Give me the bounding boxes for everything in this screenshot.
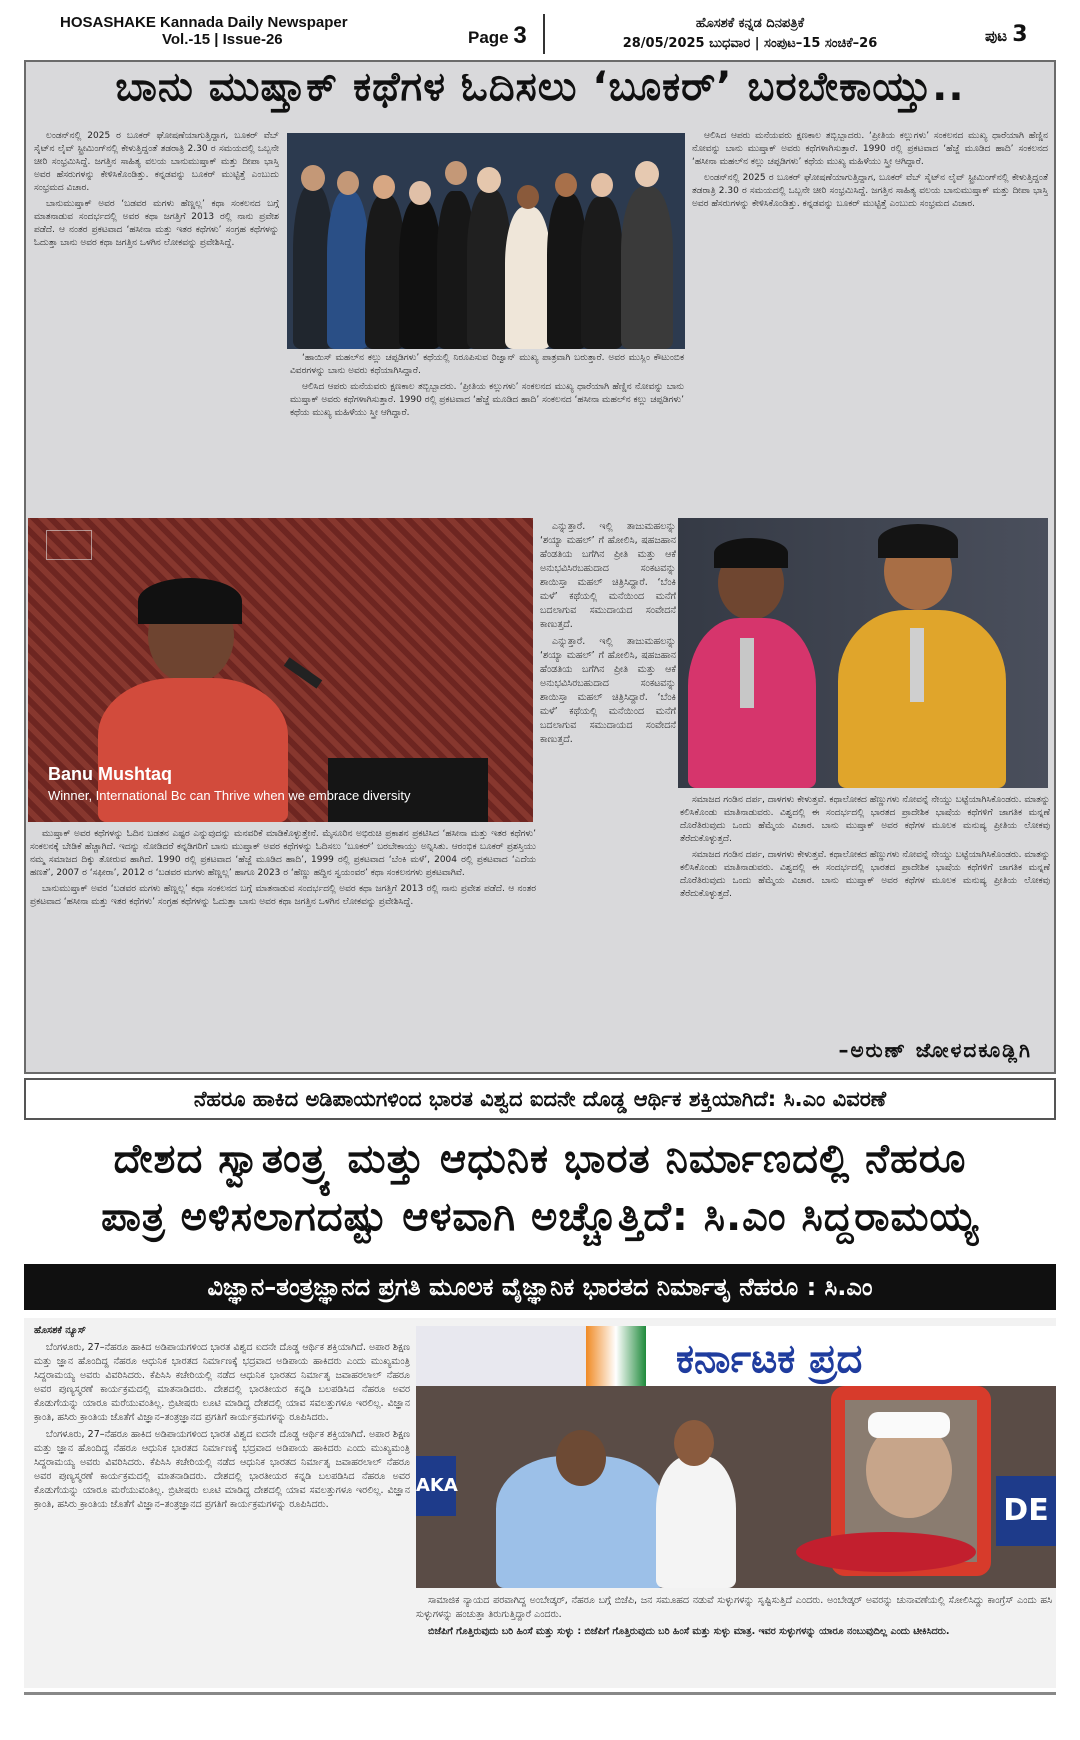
photo-banner-right: DE bbox=[996, 1476, 1056, 1546]
nehru-headline bbox=[24, 1130, 1056, 1246]
nehru-right-column bbox=[416, 1594, 1052, 1686]
page-number: 3 bbox=[513, 22, 527, 49]
page-number-en bbox=[468, 22, 527, 50]
story1-col3-text: ಆಲಿಸಿದ ಆಪರು ಮನೆಯವರು ಕ್ಷಣಕಾಲ ತಬ್ಬಿಬ್ಬಾದರು. ‘ಪ್ರೀತಿಯ ಕಲ್ಲುಗಳು’ ಸಂಕಲನದ ಮುಖ್ಯ ಧಾರೆಯಾಗಿ ಹೆಣ್ಣಿನ ನೋವನ್ನು ಬಾನು ಮುಷ್ತಾಕ್ ಅವರು ಕಥೆಗಳಾಗಿಸುತ್ತಾರೆ. 1990 ರಲ್ಲಿ ಪ್ರಕಟವಾದ ‘ಹೆಜ್ಜೆ ಮೂಡಿದ ಹಾದಿ’ ಸಂಕಲನದ ‘ಹಸೀನಾ ಮಹಲ್‌ನ ಕಲ್ಲು ಚಪ್ಪಡಿಗಳು’ ಕಥೆಯ ಮುಖ್ಯ ಮಹಿಳೆಯು ಸ್ತ್ರೀ ಆಗಿದ್ದಾರೆ. bbox=[290, 382, 684, 418]
page-label: Page bbox=[468, 28, 509, 47]
masthead-english bbox=[60, 14, 410, 48]
vol-issue: Vol.-15 | Issue-26 bbox=[162, 31, 283, 48]
story1-right-text-2: ಲಂಡನ್‌ನಲ್ಲಿ 2025 ರ ಬೂಕರ್ ಘೋಷಣೆಯಾಗುತ್ತಿದ್ದಾಗ, ಬೂಕರ್ ವೆಬ್ ಸೈಟ್‌ನ ಲೈವ್ ಸ್ಟ್ರೀಮಿಂಗ್‌ನಲ್ಲಿ ಕೇಳುತ್ತಿದ್ದಂತೆ ತಡರಾತ್ರಿ 2.30 ರ ಸಮಯದಲ್ಲಿ ಒಬ್ಬನೇ ಚೀರಿ ಸಂಭ್ರಮಿಸಿದ್ದೆ. ಜಗತ್ತಿನ ಸಾಹಿತ್ಯ ವಲಯ ಬಾನುಮುಷ್ತಾಕ್ ಮತ್ತು ದೀಪಾ ಭಾಸ್ತಿ ಅವರ ಹೆಸರುಗಳನ್ನು ಕೇಳಿಸಿಕೊಂಡಿತ್ತು. ಕನ್ನಡವನ್ನು ಬೂಕರ್ ಮುಟ್ಟಿತ್ತೆ ಎಂಬುದು ಸಂಭ್ರಮದ ವಿಚಾರ. bbox=[692, 173, 1048, 209]
page-label-kn: ಪುಟ bbox=[985, 27, 1008, 45]
masthead-kannada bbox=[560, 14, 940, 54]
nehru-left-column bbox=[34, 1324, 410, 1684]
story1-bottom-column bbox=[30, 828, 536, 1068]
booker-winners-photo bbox=[678, 518, 1048, 788]
story1-narrow-column bbox=[540, 520, 676, 1100]
photo1-caption-column bbox=[290, 352, 684, 516]
story1-right-bottom-text-2: ಸಮಾಜದ ಗಂಡಿನ ದರ್ಪ, ದಾಳಗಳು ಕೇಳುತ್ತವೆ. ಕಥಾಲೋಕದ ಹೆಣ್ಣುಗಳು ನೋವನ್ನೆ ನೇಯ್ದು ಬಟ್ಟೆಯಾಗಿಸಿಕೊಂಡರು. ಮಾತನ್ನು ಕಲಿಸಿಕೊಂಡು ಮಾತಿನಾಡುವರು. ವಿಶ್ವದಲ್ಲಿ ಈ ಸಂದರ್ಭದಲ್ಲಿ ಭಾರತದ ಪ್ರಾದೇಶಿಕ ಭಾಷೆಯ ಕಥೆಗಳಿಗೆ ಜಾಗತಿಕ ಮನ್ನಣೆ ದೊರೆತಿರುವುದು ಒಂದು ಹೆಮ್ಮೆಯ ವಿಚಾರ. ಬಾನು ಮುಷ್ತಾಕ್ ಅವರ ಕಥೆಗಳ ಮೂಲಕ ಮನುಷ್ಯ ಪ್ರೀತಿಯ ಲೋಕವು ತೆರೆದುಕೊಳ್ಳುತ್ತದೆ. bbox=[680, 850, 1050, 899]
photo-banner-text: ಕರ್ನಾಟಕ ಪ್ರದ bbox=[676, 1336, 863, 1382]
story1-col2-text: ಬಾನುಮುಷ್ತಾಕ್ ಅವರ ‘ಬಡವರ ಮಗಳು ಹೆಣ್ಣಲ್ಲ’ ಕಥಾ ಸಂಕಲನದ ಬಗ್ಗೆ ಮಾತನಾಡುವ ಸಂದರ್ಭದಲ್ಲಿ ಅವರ ಕಥಾ ಜಗತ್ತಿಗೆ 2013 ರಲ್ಲಿ ನಾನು ಪ್ರವೇಶ ಪಡೆದೆ. ಆ ನಂತರ ಪ್ರಕಟವಾದ ‘ಹಸೀನಾ ಮತ್ತು ಇತರ ಕಥೆಗಳು’ ಸಂಗ್ರಹ ಕಥೆಗಳನ್ನು ಓದುತ್ತಾ ಬಾನು ಅವರ ಕಥಾ ಜಗತ್ತಿನ ಒಳಗಿನ ಲೋಕವನ್ನು ಪ್ರವೇಶಿಸಿದ್ದೆ. bbox=[34, 199, 279, 248]
story1-right-bottom-column bbox=[680, 794, 1050, 1034]
story1-bottom-text-2: ಬಾನುಮುಷ್ತಾಕ್ ಅವರ ‘ಬಡವರ ಮಗಳು ಹೆಣ್ಣಲ್ಲ’ ಕಥಾ ಸಂಕಲನದ ಬಗ್ಗೆ ಮಾತನಾಡುವ ಸಂದರ್ಭದಲ್ಲಿ ಅವರ ಕಥಾ ಜಗತ್ತಿಗೆ 2013 ರಲ್ಲಿ ನಾನು ಪ್ರವೇಶ ಪಡೆದೆ. ಆ ನಂತರ ಪ್ರಕಟವಾದ ‘ಹಸೀನಾ ಮತ್ತು ಇತರ ಕಥೆಗಳು’ ಸಂಗ್ರಹ ಕಥೆಗಳನ್ನು ಓದುತ್ತಾ ಬಾನು ಅವರ ಕಥಾ ಜಗತ್ತಿನ ಒಳಗಿನ ಲೋಕವನ್ನು ಪ್ರವೇಶಿಸಿದ್ದೆ. bbox=[30, 884, 536, 907]
nehru-tribute-photo bbox=[416, 1326, 1056, 1588]
story1-right-text: ಆಲಿಸಿದ ಆಪರು ಮನೆಯವರು ಕ್ಷಣಕಾಲ ತಬ್ಬಿಬ್ಬಾದರು. ‘ಪ್ರೀತಿಯ ಕಲ್ಲುಗಳು’ ಸಂಕಲನದ ಮುಖ್ಯ ಧಾರೆಯಾಗಿ ಹೆಣ್ಣಿನ ನೋವನ್ನು ಬಾನು ಮುಷ್ತಾಕ್ ಅವರು ಕಥೆಗಳಾಗಿಸುತ್ತಾರೆ. 1990 ರಲ್ಲಿ ಪ್ರಕಟವಾದ ‘ಹೆಜ್ಜೆ ಮೂಡಿದ ಹಾದಿ’ ಸಂಕಲನದ ‘ಹಸೀನಾ ಮಹಲ್‌ನ ಕಲ್ಲು ಚಪ್ಪಡಿಗಳು’ ಕಥೆಯ ಮುಖ್ಯ ಮಹಿಳೆಯು ಸ್ತ್ರೀ ಆಗಿದ್ದಾರೆ. bbox=[692, 131, 1048, 167]
banu-mushtaq-speech-photo bbox=[28, 518, 533, 822]
science-subhead-bar: ವಿಜ್ಞಾನ–ತಂತ್ರಜ್ಞಾನದ ಪ್ರಗತಿ ಮೂಲಕ ವೈಜ್ಞಾನಿಕ ಭಾರತದ ನಿರ್ಮಾತೃ ನೆಹರೂ : ಸಿ.ಎಂ bbox=[24, 1264, 1056, 1310]
nehru-strap-box: ನೆಹರೂ ಹಾಕಿದ ಅಡಿಪಾಯಗಳಿಂದ ಭಾರತ ವಿಶ್ವದ ಐದನೇ ದೊಡ್ಡ ಆರ್ಥಿಕ ಶಕ್ತಿಯಾಗಿದೆ: ಸಿ.ಎಂ ವಿವರಣೆ bbox=[24, 1078, 1056, 1120]
page-number-kn bbox=[985, 22, 1028, 47]
story1-bottom-text: ಮುಷ್ತಾಕ್ ಅವರ ಕಥೆಗಳನ್ನು ಓದಿನ ಬಡತನ ಎಷ್ಟರ ಎನ್ನುವುದನ್ನು ಮನವರಿಕೆ ಮಾಡಿಕೊಳ್ಳುತ್ತೇನೆ. ಮೈಸೂರಿನ ಅಭಿರುಚಿ ಪ್ರಕಾಶನ ಪ್ರಕಟಿಸಿದ ‘ಹಸೀನಾ ಮತ್ತು ಇತರ ಕಥೆಗಳು’ ಸಂಕಲನಕ್ಕೆ ಬೇಡಿಕೆ ಹೆಚ್ಚಾಗಿದೆ. ಇದನ್ನು ನೋಡಿದರೆ ಕನ್ನಡಿಗರಿಗೆ ಬಾನು ಮುಷ್ತಾಕ್ ಅವರ ಕಥೆಗಳನ್ನು ಓದಿಸಲು ‘ಬೂಕರ್’ ಬರಬೇಕಾಯ್ತು ಅನ್ನಿಸಿತು. ಆರಂಭಿಕ ಬೂಕರ್ ಪ್ರಶಸ್ತಿಯು ನಮ್ಮ ಸಮಾಜದ ದಿಕ್ಕು ತೋರುವ ಹಾಗಿದೆ. 1990 ರಲ್ಲಿ ಪ್ರಕಟವಾದ ‘ಹೆಜ್ಜೆ ಮೂಡಿದ ಹಾದಿ’, 1999 ರಲ್ಲಿ ಪ್ರಕಟವಾದ ‘ಬೆಂಕಿ ಮಳೆ’, 2004 ರಲ್ಲಿ ಪ್ರಕಟವಾದ ‘ಎದೆಯ ಹಣತೆ’, 2007 ರ ‘ಸಫೀರಾ’, 2012 ರ ‘ಬಡವರ ಮಗಳು ಹೆಣ್ಣಲ್ಲ’ ಹಾಗೂ 2023 ರ ‘ಹೆಣ್ಣು ಹದ್ದಿನ ಸ್ವಯಂವರ’ ಕಥಾ ಸಂಕಲನಗಳು ಪ್ರಕಟವಾಗಿವೆ. bbox=[30, 829, 536, 878]
booker-group-photo bbox=[287, 133, 685, 349]
photo2-subtitle: Winner, International Bc can Thrive when we embrace diversity bbox=[48, 788, 411, 803]
paper-name: HOSASHAKE Kannada Daily Newspaper bbox=[60, 14, 348, 31]
story1-right-bottom-text: ಸಮಾಜದ ಗಂಡಿನ ದರ್ಪ, ದಾಳಗಳು ಕೇಳುತ್ತವೆ. ಕಥಾಲೋಕದ ಹೆಣ್ಣುಗಳು ನೋವನ್ನೆ ನೇಯ್ದು ಬಟ್ಟೆಯಾಗಿಸಿಕೊಂಡರು. ಮಾತನ್ನು ಕಲಿಸಿಕೊಂಡು ಮಾತಿನಾಡುವರು. ವಿಶ್ವದಲ್ಲಿ ಈ ಸಂದರ್ಭದಲ್ಲಿ ಭಾರತದ ಪ್ರಾದೇಶಿಕ ಭಾಷೆಯ ಕಥೆಗಳಿಗೆ ಜಾಗತಿಕ ಮನ್ನಣೆ ದೊರೆತಿರುವುದು ಒಂದು ಹೆಮ್ಮೆಯ ವಿಚಾರ. ಬಾನು ಮುಷ್ತಾಕ್ ಅವರ ಕಥೆಗಳ ಮೂಲಕ ಮನುಷ್ಯ ಪ್ರೀತಿಯ ಲೋಕವು ತೆರೆದುಕೊಳ್ಳುತ್ತದೆ. bbox=[680, 795, 1050, 844]
booker-headline: ಬಾನು ಮುಷ್ತಾಕ್ ಕಥೆಗಳ ಓದಿಸಲು ‘ಬೂಕರ್’ ಬರಬೇಕಾಯ್ತು.. bbox=[115, 64, 965, 110]
date-line: 28/05/2025 ಬುಧವಾರ | ಸಂಪುಟ–15 ಸಂಚಿಕೆ–26 bbox=[622, 36, 878, 51]
kannada-title: ಹೊಸಶಕೆ ಕನ್ನಡ ದಿನಪತ್ರಿಕೆ bbox=[695, 16, 805, 31]
bottom-rule bbox=[24, 1692, 1056, 1695]
header-divider bbox=[543, 14, 545, 54]
story1-narrow-text: ಎನ್ನುತ್ತಾರೆ. ಇಲ್ಲಿ ತಾಜುಮಹಲನ್ನು ‘ಶಯ್ಯಾ ಮಹಲ್’ ಗೆ ಹೋಲಿಸಿ, ಷಹಜಹಾನ ಹೆಂಡತಿಯ ಬಗೆಗಿನ ಪ್ರೀತಿ ಮತ್ತು ಆಕೆ ಅನುಭವಿಸಿರಬಹುದಾದ ಸಂಕಟವನ್ನು ಶಾಯಿಸ್ತಾ ಮಹಲ್ ಚಿತ್ರಿಸಿದ್ದಾರೆ. ‘ಬೆಂಕಿ ಮಳೆ’ ಕಥೆಯಲ್ಲಿ ಮನೆಯಿಂದ ಮನೆಗೆ ಬದಲಾಗುವ ಸಮುದಾಯದ ಸಂವೇದನೆ ಕಾಣುತ್ತದೆ. bbox=[540, 521, 676, 630]
headline-line-1: ದೇಶದ ಸ್ವಾತಂತ್ರ್ಯ ಮತ್ತು ಆಧುನಿಕ ಭಾರತ ನಿರ್ಮಾಣದಲ್ಲಿ ನೆಹರೂ bbox=[113, 1136, 967, 1182]
headline-line-2: ಪಾತ್ರ ಅಳಿಸಲಾಗದಷ್ಟು ಆಳವಾಗಿ ಅಚ್ಚೊತ್ತಿದೆ: ಸಿ.ಎಂ ಸಿದ್ದರಾಮಯ್ಯ bbox=[101, 1194, 979, 1240]
story1-right-column bbox=[692, 130, 1048, 516]
nehru-body-text: ಬೆಂಗಳೂರು, 27–ನೆಹರೂ ಹಾಕಿದ ಅಡಿಪಾಯಗಳಿಂದ ಭಾರತ ವಿಶ್ವದ ಐದನೇ ದೊಡ್ಡ ಆರ್ಥಿಕ ಶಕ್ತಿಯಾಗಿದೆ. ಅಪಾರ ಶಿಕ್ಷಣ ಮತ್ತು ಜ್ಞಾನ ಹೊಂದಿದ್ದ ನೆಹರೂ ಆಧುನಿಕ ಭಾರತದ ನಿರ್ಮಾಣಕ್ಕೆ ಭದ್ರವಾದ ಅಡಿಪಾಯ ಹಾಕಿದರು ಎಂದು ಮುಖ್ಯಮಂತ್ರಿ ಸಿದ್ದರಾಮಯ್ಯ ಅವರು ವಿವರಿಸಿದರು. ಕೆಪಿಸಿಸಿ ಕಚೇರಿಯಲ್ಲಿ ನಡೆದ ಆಧುನಿಕ ಭಾರತದ ನಿರ್ಮಾತೃ ಜವಾಹರಲಾಲ್ ನೆಹರೂ ಅವರ ಪುಣ್ಯಸ್ಮರಣೆ ಕಾರ್ಯಕ್ರಮದಲ್ಲಿ ಮಾತನಾಡಿದರು. ದೇಶದಲ್ಲಿ ಭಾರತೀಯರ ಕನ್ನಡಿ ಬಲಪಡಿಸಿದ ನೆಹರೂ ಅವರ ಕೊಡುಗೆಯನ್ನು ಯಾರೂ ಮರೆಯುವಂತಿಲ್ಲ. ಬ್ರಿಟೀಷರು ಲೂಟಿ ಮಾಡಿದ್ದ ದೇಶದಲ್ಲಿ ಯಾವ ಸವಲತ್ತುಗಳೂ ಇರಲಿಲ್ಲ. ವಿಜ್ಞಾನ ಕ್ರಾಂತಿ, ಹಸಿರು ಕ್ರಾಂತಿಯ ಜೊತೆಗೆ ವಿಜ್ಞಾನ–ತಂತ್ರಜ್ಞಾನದ ಪ್ರಗತಿಗೆ ಕಾರ್ಯಕ್ರಮಗಳನ್ನು ರೂಪಿಸಿದರು. bbox=[34, 1342, 410, 1423]
story1-column-1 bbox=[34, 130, 279, 510]
photo2-name: Banu Mushtaq bbox=[48, 764, 172, 784]
byline: –ಅರುಣ್ ಜೋಳದಕೂಡ್ಲಿಗಿ bbox=[838, 1038, 1032, 1062]
page-number-kn-value: 3 bbox=[1012, 22, 1028, 47]
nehru-right-text: ಸಾಮಾಜಿಕ ನ್ಯಾಯದ ಪರವಾಗಿದ್ದ ಅಂಬೇಡ್ಕರ್, ನೆಹರೂ ಬಗ್ಗೆ ಬಿಜೆಪಿ, ಜನ ಸಮೂಹದ ನಡುವೆ ಸುಳ್ಳುಗಳನ್ನು ಸೃಷ್ಟಿಸುತ್ತಿದೆ ಎಂದರು. ಅಂಬೇಡ್ಕರ್ ಅವರನ್ನು ಚುನಾವಣೆಯಲ್ಲಿ ಸೋಲಿಸಿದ್ದು ಕಾಂಗ್ರೆಸ್ ಎಂದು ಹಸಿ ಸುಳ್ಳುಗಳನ್ನು ಹಂಚುತ್ತಾ ತಿರುಗುತ್ತಿದ್ದಾರೆ ಎಂದರು. bbox=[416, 1595, 1052, 1620]
photo-banner-left: AKA bbox=[416, 1456, 456, 1516]
story1-narrow-text-2: ಎನ್ನುತ್ತಾರೆ. ಇಲ್ಲಿ ತಾಜುಮಹಲನ್ನು ‘ಶಯ್ಯಾ ಮಹಲ್’ ಗೆ ಹೋಲಿಸಿ, ಷಹಜಹಾನ ಹೆಂಡತಿಯ ಬಗೆಗಿನ ಪ್ರೀತಿ ಮತ್ತು ಆಕೆ ಅನುಭವಿಸಿರಬಹುದಾದ ಸಂಕಟವನ್ನು ಶಾಯಿಸ್ತಾ ಮಹಲ್ ಚಿತ್ರಿಸಿದ್ದಾರೆ. ‘ಬೆಂಕಿ ಮಳೆ’ ಕಥೆಯಲ್ಲಿ ಮನೆಯಿಂದ ಮನೆಗೆ ಬದಲಾಗುವ ಸಮುದಾಯದ ಸಂವೇದನೆ ಕಾಣುತ್ತದೆ. bbox=[540, 636, 676, 745]
photo1-caption: ‘ಹಾಯಿಸ್ ಮಹಲ್‌ನ ಕಲ್ಲು ಚಪ್ಪಡಿಗಳು’ ಕಥೆಯಲ್ಲಿ ನಿರೂಪಿಸುವ ರಿಜ್ವಾನ್ ಮುಖ್ಯ ಪಾತ್ರವಾಗಿ ಬರುತ್ತಾರೆ. ಅವರ ಮುಸ್ಲಿಂ ಕೌಟುಂಬಿಕ ವಿವರಗಳನ್ನು ಬಾನು ಅವರು ಕಥೆಯಾಗಿಸಿದ್ದಾರೆ. bbox=[290, 353, 684, 376]
nehru-right-bold-text: ಬಿಜೆಪಿಗೆ ಗೊತ್ತಿರುವುದು ಬರಿ ಹಿಂಸೆ ಮತ್ತು ಸುಳ್ಳು : ಬಿಜೆಪಿಗೆ ಗೊತ್ತಿರುವುದು ಬರಿ ಹಿಂಸೆ ಮತ್ತು ಸುಳ್ಳು ಮಾತ್ರ. ಇವರ ಸುಳ್ಳುಗಳನ್ನು ಯಾರೂ ನಂಬುವುದಿಲ್ಲ ಎಂದು ಟೀಕಿಸಿದರು. bbox=[428, 1626, 950, 1637]
nehru-body-text-2: ಬೆಂಗಳೂರು, 27–ನೆಹರೂ ಹಾಕಿದ ಅಡಿಪಾಯಗಳಿಂದ ಭಾರತ ವಿಶ್ವದ ಐದನೇ ದೊಡ್ಡ ಆರ್ಥಿಕ ಶಕ್ತಿಯಾಗಿದೆ. ಅಪಾರ ಶಿಕ್ಷಣ ಮತ್ತು ಜ್ಞಾನ ಹೊಂದಿದ್ದ ನೆಹರೂ ಆಧುನಿಕ ಭಾರತದ ನಿರ್ಮಾಣಕ್ಕೆ ಭದ್ರವಾದ ಅಡಿಪಾಯ ಹಾಕಿದರು ಎಂದು ಮುಖ್ಯಮಂತ್ರಿ ಸಿದ್ದರಾಮಯ್ಯ ಅವರು ವಿವರಿಸಿದರು. ಕೆಪಿಸಿಸಿ ಕಚೇರಿಯಲ್ಲಿ ನಡೆದ ಆಧುನಿಕ ಭಾರತದ ನಿರ್ಮಾತೃ ಜವಾಹರಲಾಲ್ ನೆಹರೂ ಅವರ ಪುಣ್ಯಸ್ಮರಣೆ ಕಾರ್ಯಕ್ರಮದಲ್ಲಿ ಮಾತನಾಡಿದರು. ದೇಶದಲ್ಲಿ ಭಾರತೀಯರ ಕನ್ನಡಿ ಬಲಪಡಿಸಿದ ನೆಹರೂ ಅವರ ಕೊಡುಗೆಯನ್ನು ಯಾರೂ ಮರೆಯುವಂತಿಲ್ಲ. ಬ್ರಿಟೀಷರು ಲೂಟಿ ಮಾಡಿದ್ದ ದೇಶದಲ್ಲಿ ಯಾವ ಸವಲತ್ತುಗಳೂ ಇರಲಿಲ್ಲ. ವಿಜ್ಞಾನ ಕ್ರಾಂತಿ, ಹಸಿರು ಕ್ರಾಂತಿಯ ಜೊತೆಗೆ ವಿಜ್ಞಾನ–ತಂತ್ರಜ್ಞಾನದ ಪ್ರಗತಿಗೆ ಕಾರ್ಯಕ್ರಮಗಳನ್ನು ರೂಪಿಸಿದರು. bbox=[34, 1429, 410, 1510]
dateline: ಹೊಸಶಕೆ ನ್ಯೂಸ್ bbox=[34, 1325, 87, 1336]
story1-col1-text: ಲಂಡನ್‌ನಲ್ಲಿ 2025 ರ ಬೂಕರ್ ಘೋಷಣೆಯಾಗುತ್ತಿದ್ದಾಗ, ಬೂಕರ್ ವೆಬ್ ಸೈಟ್‌ನ ಲೈವ್ ಸ್ಟ್ರೀಮಿಂಗ್‌ನಲ್ಲಿ ಕೇಳುತ್ತಿದ್ದಂತೆ ತಡರಾತ್ರಿ 2.30 ರ ಸಮಯದಲ್ಲಿ ಒಬ್ಬನೇ ಚೀರಿ ಸಂಭ್ರಮಿಸಿದ್ದೆ. ಜಗತ್ತಿನ ಸಾಹಿತ್ಯ ವಲಯ ಬಾನುಮುಷ್ತಾಕ್ ಮತ್ತು ದೀಪಾ ಭಾಸ್ತಿ ಅವರ ಹೆಸರುಗಳನ್ನು ಕೇಳಿಸಿಕೊಂಡಿತ್ತು. ಕನ್ನಡವನ್ನು ಬೂಕರ್ ಮುಟ್ಟಿತ್ತೆ ಎಂಬುದು ಸಂಭ್ರಮದ ವಿಚಾರ. bbox=[34, 131, 279, 193]
